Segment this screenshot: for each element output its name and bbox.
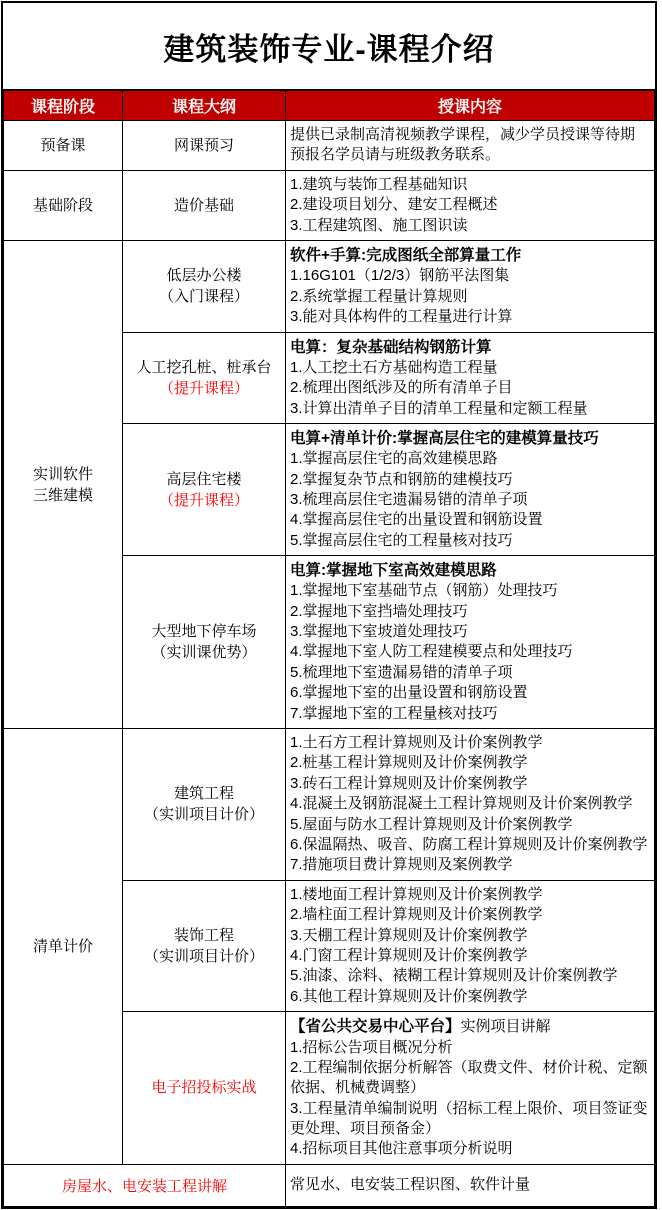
content-line: 3.工程建筑图、施工图识读 <box>290 216 468 234</box>
outline-cell <box>123 240 286 332</box>
lead-bracket: 【省公共交易中心平台】 <box>290 1018 461 1036</box>
content-line: 3.砖石工程计算规则及计价案例教学 <box>290 774 528 792</box>
content-lead: 电算:掌握地下室高效建模思路 <box>290 562 497 580</box>
content-line: 2.掌握复杂节点和钢筋的建模技巧 <box>290 470 513 488</box>
content-lead <box>290 1016 652 1037</box>
outline-cell <box>123 729 286 881</box>
course-table <box>3 90 655 1207</box>
outline-cell <box>123 880 286 1011</box>
content-line: 1.掌握高层住宅的高效建模思路 <box>290 450 498 468</box>
table-row <box>4 121 655 171</box>
content-lead: 电算：复杂基础结构钢筋计算 <box>290 338 492 356</box>
stage-line: 实训软件 <box>32 465 93 483</box>
content-line: 6.保温隔热、吸音、防腐工程计算规则及计价案例教学 <box>290 836 648 853</box>
content-line: 4.混凝土及钢筋混凝土工程计算规则及计价案例教学 <box>290 795 633 813</box>
course-intro-sheet <box>1 1 657 1209</box>
outline-label: 网课预习 <box>173 136 234 154</box>
content-cell <box>286 170 655 240</box>
content-line: 6.其他工程计算规则及计价案例教学 <box>290 987 528 1005</box>
stage-prep: 预备课 <box>4 121 123 171</box>
page-title: 建筑装饰专业-课程介绍 <box>3 3 655 90</box>
content-cell <box>286 880 655 1011</box>
stage-basic: 基础阶段 <box>4 170 123 240</box>
content-cell <box>286 556 655 729</box>
content-cell <box>286 240 655 332</box>
content-line: 3.能对具体构件的工程量进行计算 <box>290 308 513 326</box>
outline-sublabel: （入门课程） <box>158 288 249 306</box>
stage-pricing: 清单计价 <box>4 729 123 1165</box>
content-line: 5.掌握高层住宅的工程量核对技巧 <box>290 531 513 549</box>
outline-cell <box>123 170 286 240</box>
content-line: 4.掌握高层住宅的出量设置和钢筋设置 <box>290 511 543 529</box>
content-line: 1.掌握地下室基础节点（钢筋）处理技巧 <box>290 582 558 600</box>
outline-label: 低层办公楼 <box>166 267 242 285</box>
content-line: 2.桩基工程计算规则及计价案例教学 <box>290 754 528 772</box>
final-row-label: 房屋水、电安装工程讲解 <box>4 1164 286 1206</box>
content-line: 7.措施项目费计算规则及案例教学 <box>290 856 513 874</box>
content-line: 7.掌握地下室的工程量核对技巧 <box>290 704 498 722</box>
outline-sublabel: （提升课程） <box>158 380 249 398</box>
content-line: 3.天棚工程计算规则及计价案例教学 <box>290 926 528 944</box>
outline-sublabel: （实训项目计价） <box>143 806 264 824</box>
outline-sublabel: （提升课程） <box>158 491 249 509</box>
outline-label: 大型地下停车场 <box>151 623 257 641</box>
outline-label: 人工挖孔桩、桩承台 <box>136 359 272 377</box>
content-line: 5.梳理地下室遗漏易错的清单子项 <box>290 663 513 681</box>
content-line: 6.掌握地下室的出量设置和钢筋设置 <box>290 684 528 702</box>
outline-sublabel: （实训项目计价） <box>143 947 264 965</box>
content-line: 4.掌握地下室人防工程建模要点和处理技巧 <box>290 643 573 661</box>
header-outline: 课程大纲 <box>123 91 286 121</box>
table-row <box>4 240 655 332</box>
content-lead: 软件+手算:完成图纸全部算量工作 <box>290 247 522 265</box>
outline-label: 电子招投标实战 <box>151 1079 257 1097</box>
content-line: 5.油漆、涂料、裱糊工程计算规则及计价案例教学 <box>290 967 618 985</box>
content-line: 2.梳理出图纸涉及的所有清单子目 <box>290 379 513 397</box>
outline-label: 高层住宅楼 <box>166 470 242 488</box>
lead-rest: 实例项目讲解 <box>460 1018 551 1036</box>
content-line: 1.楼地面工程计算规则及计价案例教学 <box>290 885 543 903</box>
content-cell <box>286 121 655 171</box>
content-cell <box>286 424 655 556</box>
outline-cell <box>123 1012 286 1165</box>
outline-label: 装饰工程 <box>173 926 234 944</box>
content-line: 2.建设项目划分、建安工程概述 <box>290 196 498 214</box>
content-line: 3.计算出清单子目的清单工程量和定额工程量 <box>290 399 588 417</box>
content-line: 2.墙柱面工程计算规则及计价案例教学 <box>290 906 543 924</box>
content-line: 常见水、电安装工程识图、软件计量 <box>290 1176 531 1194</box>
content-line: 2.掌握地下室挡墙处理技巧 <box>290 602 468 620</box>
content-line: 1.土石方工程计算规则及计价案例教学 <box>290 734 543 752</box>
outline-sublabel: （实训课优势） <box>151 644 257 662</box>
content-line: 1.人工挖土石方基础构造工程量 <box>290 359 498 377</box>
stage-training <box>4 240 123 728</box>
content-line: 3.工程量清单编制说明（招标工程上限价、项目签证变更处理、项目预备金） <box>290 1099 648 1138</box>
outline-label: 造价基础 <box>173 196 234 214</box>
header-row <box>4 91 655 121</box>
content-line: 2.工程编制依据分析解答（取费文件、材价计税、定额依据、机械费调整） <box>290 1058 648 1097</box>
content-cell <box>286 1164 655 1206</box>
content-cell <box>286 729 655 881</box>
content-cell <box>286 332 655 423</box>
content-line: 提供已录制高清视频教学课程，减少学员授课等待期 <box>290 126 636 143</box>
content-line: 2.系统掌握工程量计算规则 <box>290 287 468 305</box>
stage-line: 三维建模 <box>32 486 93 504</box>
content-line: 5.屋面与防水工程计算规则及计价案例教学 <box>290 815 573 833</box>
outline-cell <box>123 332 286 423</box>
content-line: 4.门窗工程计算规则及计价案例教学 <box>290 946 528 964</box>
content-line: 3.掌握地下室坡道处理技巧 <box>290 623 468 641</box>
outline-cell <box>123 121 286 171</box>
content-line: 3.梳理高层住宅遗漏易错的清单子项 <box>290 491 528 509</box>
content-line: 1.16G101（1/2/3）钢筋平法图集 <box>290 267 510 285</box>
header-content: 授课内容 <box>286 91 655 121</box>
content-lead: 电算+清单计价:掌握高层住宅的建模算量技巧 <box>290 430 599 448</box>
content-cell <box>286 1012 655 1165</box>
outline-cell <box>123 556 286 729</box>
table-row <box>4 1164 655 1206</box>
content-line: 4.招标项目其他注意事项分析说明 <box>290 1140 513 1158</box>
content-line: 预报名学员请与班级教务联系。 <box>290 146 501 164</box>
table-row <box>4 170 655 240</box>
outline-cell <box>123 424 286 556</box>
outline-label: 建筑工程 <box>173 785 234 803</box>
table-row <box>4 729 655 881</box>
content-line: 1.招标公告项目概况分析 <box>290 1038 453 1056</box>
content-line: 1.建筑与装饰工程基础知识 <box>290 175 468 193</box>
header-stage: 课程阶段 <box>4 91 123 121</box>
